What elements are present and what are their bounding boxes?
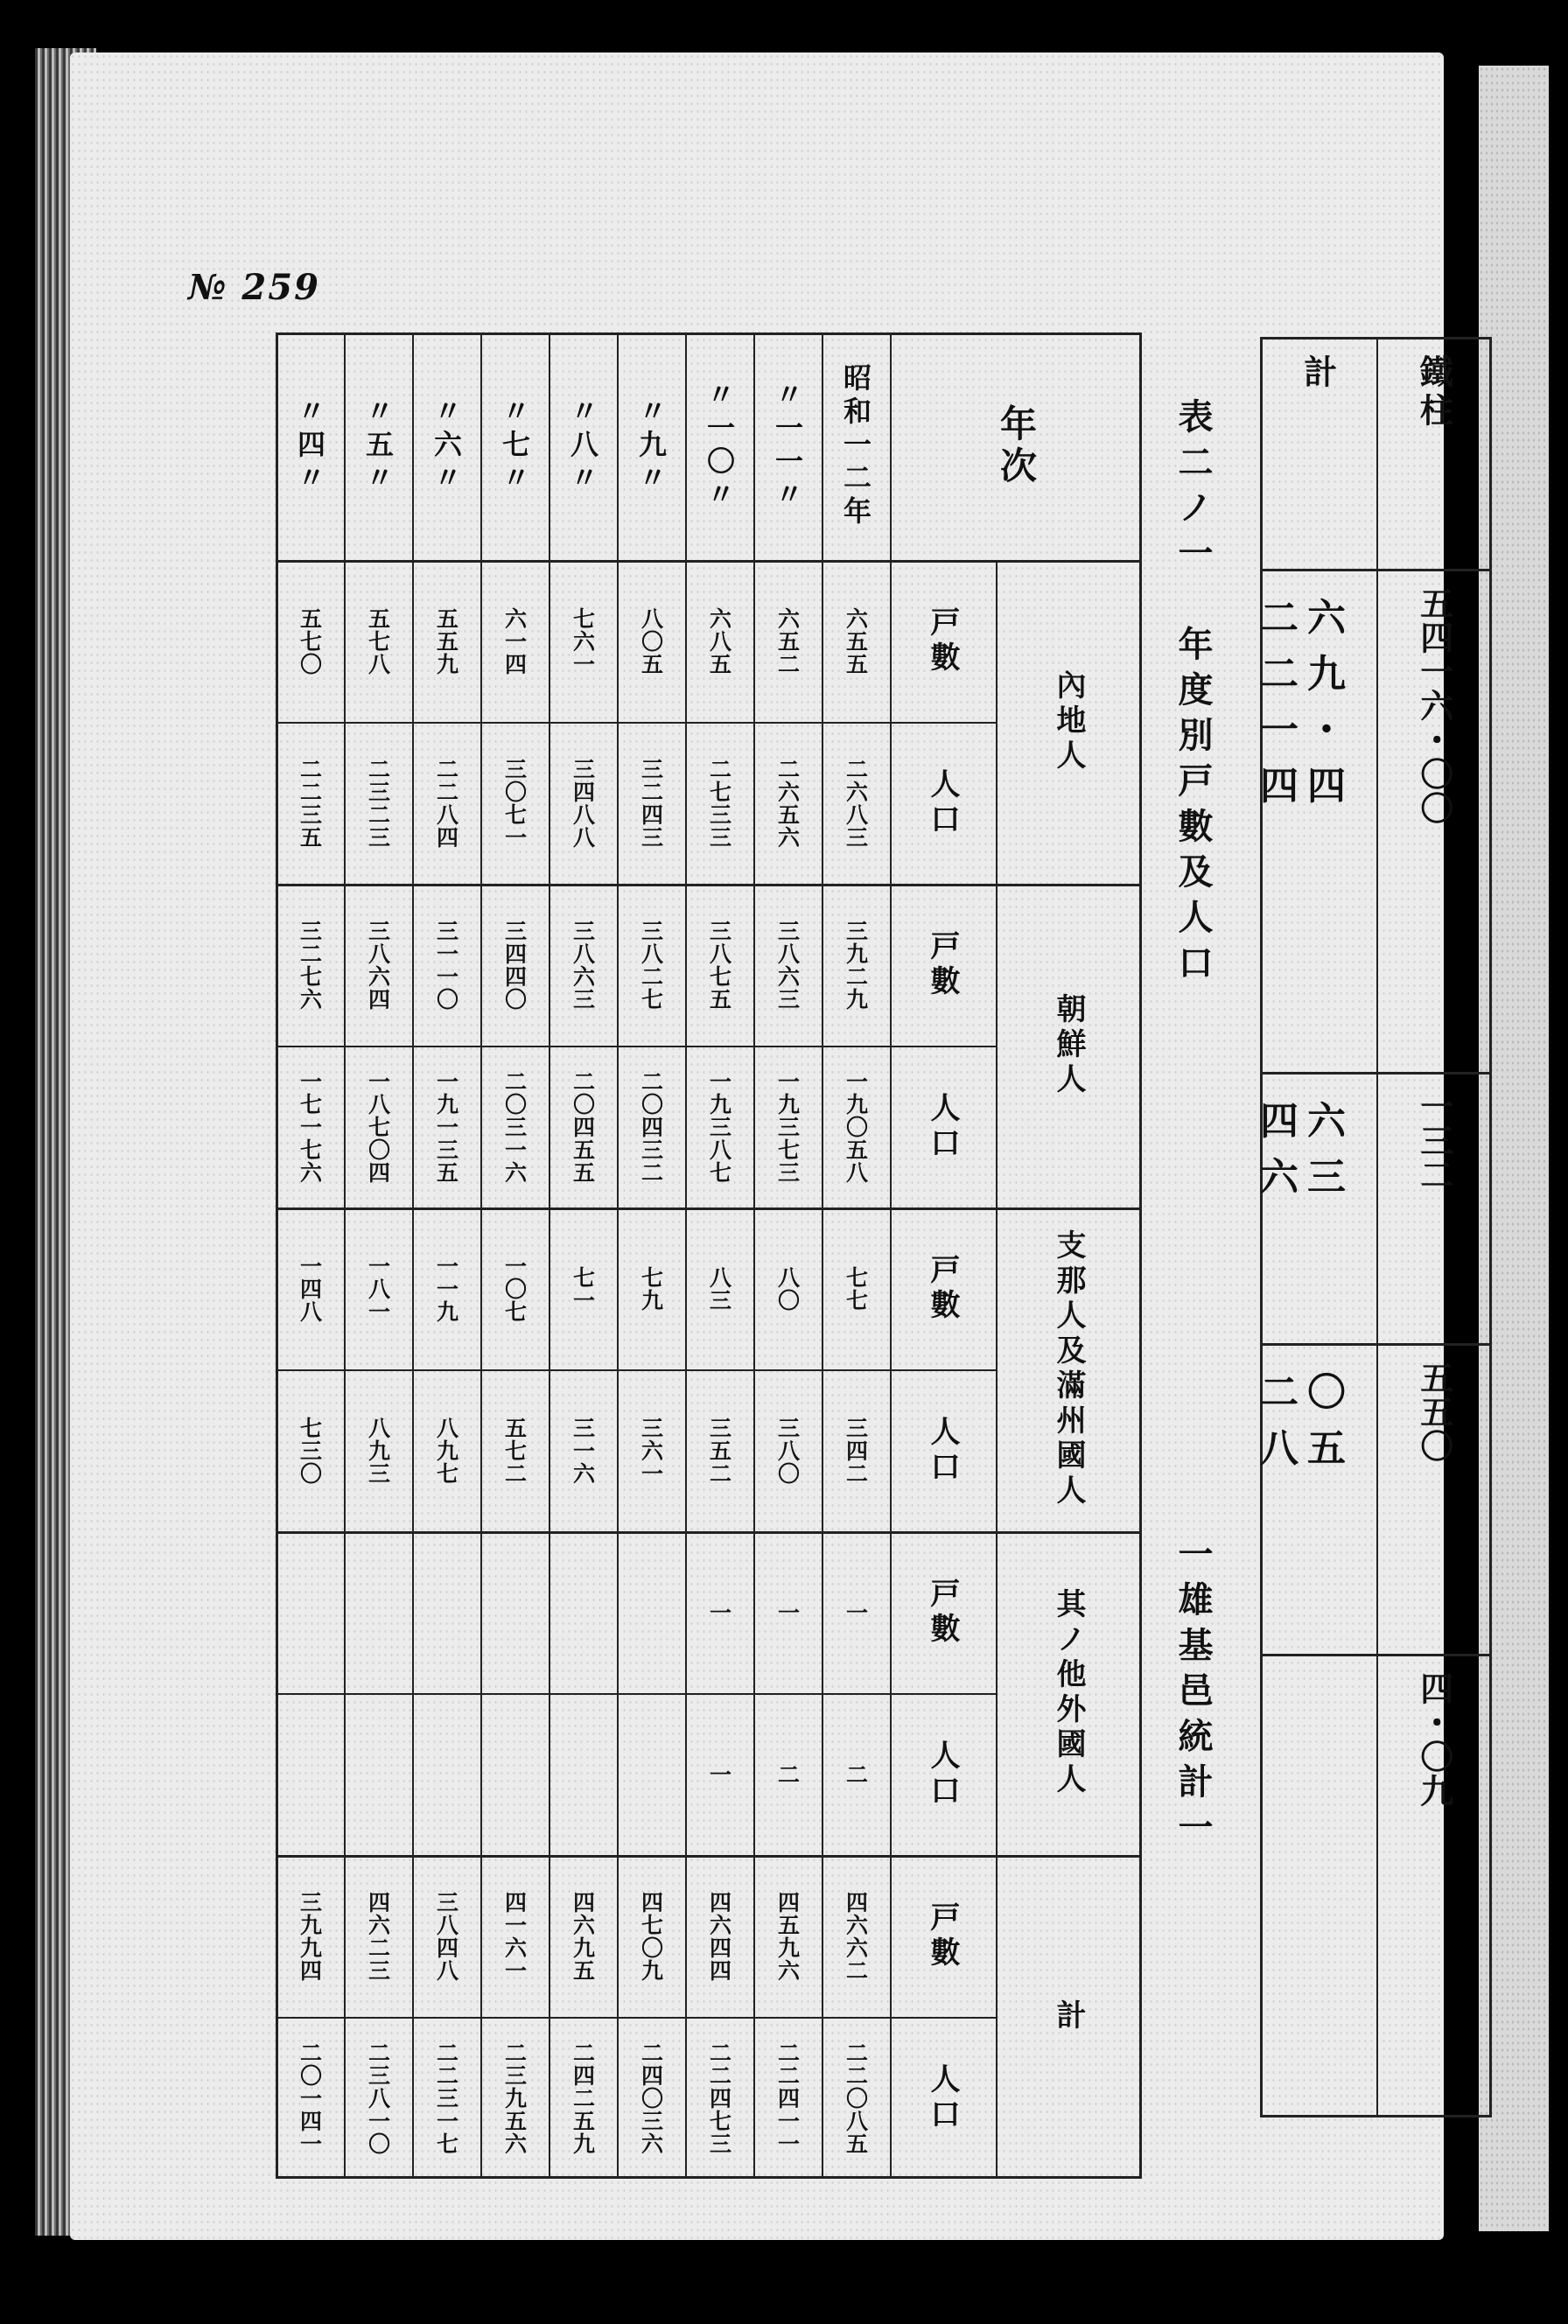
table-value-cell xyxy=(480,1208,549,1369)
table-value-cell xyxy=(617,2017,685,2179)
group-label: 內地人 xyxy=(1050,669,1086,774)
table-value-cell xyxy=(617,1531,685,1693)
table-value-cell xyxy=(822,884,890,1046)
table-value: 二〇四三二 xyxy=(638,1069,664,1184)
year-label-cell xyxy=(685,332,753,560)
table-value: 四五九六 xyxy=(774,1890,801,1982)
table-value: 一七一七六 xyxy=(297,1069,323,1184)
table-value-cell xyxy=(480,2017,549,2179)
table-value-cell xyxy=(412,1693,480,1855)
table-value: 二二四一一 xyxy=(774,2040,801,2155)
summary-value-cell xyxy=(1376,1654,1493,2118)
subheader-label-cell xyxy=(890,1369,996,1531)
table-value-cell xyxy=(685,1855,753,2017)
table-value-cell xyxy=(617,1855,685,2017)
table-value: 一八一 xyxy=(365,1254,391,1323)
summary-value: 五五〇 xyxy=(1414,1361,1454,1463)
table-value-cell xyxy=(276,1369,344,1531)
table-value-cell xyxy=(753,1855,822,2017)
table-value-cell xyxy=(344,2017,412,2179)
table-value: 三〇七一 xyxy=(501,757,528,849)
table-value: 一 xyxy=(843,1600,869,1624)
table-value: 三六一 xyxy=(638,1416,664,1485)
table-value-cell xyxy=(617,560,685,722)
year-label: 〃四〃 xyxy=(293,396,326,496)
table-value-cell xyxy=(617,1369,685,1531)
page-number: № 259 xyxy=(188,267,320,308)
table-value: 一四八 xyxy=(297,1254,323,1323)
summary-value-cell xyxy=(1260,1072,1376,1343)
table-value-cell xyxy=(822,560,890,722)
table-value-cell xyxy=(753,1208,822,1369)
summary-value: 四・〇九 xyxy=(1414,1671,1454,1808)
table-value-cell xyxy=(753,884,822,1046)
table-value: 三四二 xyxy=(843,1416,869,1485)
year-label-cell xyxy=(549,332,617,560)
table-value-cell xyxy=(412,1855,480,2017)
table-value: 八九三 xyxy=(365,1416,391,1485)
year-label: 〃九〃 xyxy=(634,396,668,496)
table-value: 五七八 xyxy=(365,606,391,676)
table-value: 三九二九 xyxy=(843,919,869,1011)
year-label-cell xyxy=(480,332,549,560)
table-value-cell xyxy=(276,884,344,1046)
table-value: 一九〇五八 xyxy=(843,1069,869,1184)
table-value: 二二八四 xyxy=(433,757,459,849)
table-value-cell xyxy=(276,1855,344,2017)
table-value: 六五二 xyxy=(774,606,801,676)
table-value-cell xyxy=(822,722,890,884)
group-label-cell xyxy=(996,1208,1142,1531)
table-value: 三八二七 xyxy=(638,919,664,1011)
table-value: 八〇 xyxy=(774,1265,801,1312)
group-label-cell xyxy=(996,1855,1142,2179)
table-value-cell xyxy=(753,1046,822,1208)
table-value: 七七 xyxy=(843,1265,869,1312)
table-value: 一八七〇四 xyxy=(365,1069,391,1184)
table-value-cell xyxy=(685,1693,753,1855)
table-value-cell xyxy=(344,1046,412,1208)
table-value-cell xyxy=(685,1208,753,1369)
group-label: 其ノ他外國人 xyxy=(1050,1588,1086,1798)
table-value-cell xyxy=(685,560,753,722)
table-value: 三八四八 xyxy=(433,1890,459,1982)
table-value: 二四〇三六 xyxy=(638,2040,664,2155)
table-value: 二〇一四一 xyxy=(297,2040,323,2155)
subheader-label: 戸數 xyxy=(924,606,960,676)
table-value: 三八六三 xyxy=(570,919,596,1011)
table-value-cell xyxy=(480,560,549,722)
table-value-cell xyxy=(617,1693,685,1855)
table-value-cell xyxy=(822,1369,890,1531)
year-label: 〃六〃 xyxy=(430,396,463,496)
table-value-cell xyxy=(822,1693,890,1855)
subheader-label-cell xyxy=(890,560,996,722)
table-value-cell xyxy=(412,1369,480,1531)
table-value-cell xyxy=(412,2017,480,2179)
summary-value-cell xyxy=(1376,1343,1493,1654)
year-label: 〃八〃 xyxy=(566,396,599,496)
table-value-cell xyxy=(549,1531,617,1693)
table-value: 四六二三 xyxy=(365,1890,391,1982)
table-value-cell xyxy=(685,1531,753,1693)
year-label-cell xyxy=(276,332,344,560)
year-label: 〃一〇〃 xyxy=(703,380,736,513)
data-table xyxy=(276,332,1142,2179)
subheader-label: 戸數 xyxy=(924,1253,960,1324)
summary-header-label-cell xyxy=(1260,337,1376,569)
table-value: 二二四七三 xyxy=(706,2040,732,2155)
table-value: 五七二 xyxy=(501,1416,528,1485)
table-value: 二六五六 xyxy=(774,757,801,849)
table-value: 七六一 xyxy=(570,606,596,676)
year-label-cell xyxy=(344,332,412,560)
table-value: 三八六三 xyxy=(774,919,801,1011)
table-value-cell xyxy=(753,2017,822,2179)
table-value: 二二〇八五 xyxy=(843,2040,869,2155)
subheader-label: 戸數 xyxy=(924,929,960,1000)
table-value: 一 xyxy=(706,1762,732,1786)
subheader-label-cell xyxy=(890,722,996,884)
table-value: 二四二五九 xyxy=(570,2040,596,2155)
table-value: 三二七六 xyxy=(297,919,323,1011)
table-value-cell xyxy=(685,1046,753,1208)
subheader-label: 人口 xyxy=(924,767,960,838)
summary-value-cell xyxy=(1260,569,1376,1072)
table-value: 二二三五 xyxy=(297,757,323,849)
summary-value: 四六六三 xyxy=(1260,1099,1354,1200)
table-value-cell xyxy=(344,1855,412,2017)
table-value-cell xyxy=(822,2017,890,2179)
year-label-cell xyxy=(753,332,822,560)
table-value-cell xyxy=(276,1693,344,1855)
subheader-label: 戸數 xyxy=(924,1900,960,1971)
table-value-cell xyxy=(753,560,822,722)
group-label-cell xyxy=(996,884,1142,1208)
table-value-cell xyxy=(822,1531,890,1693)
subheader-label: 人口 xyxy=(924,2062,960,2133)
table-value-cell xyxy=(276,1208,344,1369)
summary-header-label-cell xyxy=(1376,337,1493,569)
table-value-cell xyxy=(480,1531,549,1693)
table-value-cell xyxy=(549,1693,617,1855)
summary-value-cell xyxy=(1376,569,1493,1072)
table-value: 二三二三 xyxy=(365,757,391,849)
summary-value-cell xyxy=(1260,1343,1376,1654)
source-note: 一雄基邑統計一 xyxy=(1172,1536,1214,1854)
table-value: 二〇三一六 xyxy=(501,1069,528,1184)
table-value-cell xyxy=(685,722,753,884)
table-value: 三二四三 xyxy=(638,757,664,849)
year-label: 〃一一〃 xyxy=(771,380,804,513)
table-value-cell xyxy=(685,1369,753,1531)
table-value: 六八五 xyxy=(706,606,732,676)
subheader-label: 戸數 xyxy=(924,1577,960,1648)
table-value: 一九三八七 xyxy=(706,1069,732,1184)
table-value-cell xyxy=(822,1208,890,1369)
table-value-cell xyxy=(344,1693,412,1855)
table-value: 三八六四 xyxy=(365,919,391,1011)
year-label: 〃七〃 xyxy=(498,396,531,496)
table-value-cell xyxy=(753,1531,822,1693)
year-label: 〃五〃 xyxy=(361,396,395,496)
summary-value-cell xyxy=(1260,1654,1376,2118)
table-value: 三八〇 xyxy=(774,1416,801,1485)
table-value-cell xyxy=(822,1855,890,2017)
table-value: 八九七 xyxy=(433,1416,459,1485)
subheader-label: 人口 xyxy=(924,1091,960,1162)
table-value: 三一一〇 xyxy=(433,919,459,1011)
table-value: 二二三一七 xyxy=(433,2040,459,2155)
table-value: 七一 xyxy=(570,1265,596,1312)
subheader-label-cell xyxy=(890,1531,996,1693)
table-value-cell xyxy=(549,1369,617,1531)
table-value: 一 xyxy=(706,1600,732,1624)
table-value: 一 xyxy=(774,1600,801,1624)
table-value: 一一九 xyxy=(433,1254,459,1323)
table-value: 三四四〇 xyxy=(501,919,528,1011)
table-value: 三五二 xyxy=(706,1416,732,1485)
table-value: 七九 xyxy=(638,1265,664,1312)
table-value-cell xyxy=(549,1046,617,1208)
table-value-cell xyxy=(685,884,753,1046)
subheader-label-cell xyxy=(890,2017,996,2179)
table-value-cell xyxy=(549,884,617,1046)
table-value-cell xyxy=(344,560,412,722)
summary-value-cell xyxy=(1376,1072,1493,1343)
summary-header-label: 鐵柱 xyxy=(1414,354,1454,431)
subheader-label-cell xyxy=(890,884,996,1046)
group-label: 支那人及滿州國人 xyxy=(1050,1229,1086,1509)
table-value: 一九三七三 xyxy=(774,1069,801,1184)
table-value-cell xyxy=(344,1369,412,1531)
table-value-cell xyxy=(617,1046,685,1208)
table-value: 六一四 xyxy=(501,606,528,676)
table-value-cell xyxy=(344,722,412,884)
table-value-cell xyxy=(617,722,685,884)
table-value-cell xyxy=(412,560,480,722)
table-value: 八三 xyxy=(706,1265,732,1312)
subheader-label-cell xyxy=(890,1855,996,2017)
summary-value: 一三二 xyxy=(1414,1089,1454,1192)
year-label-cell xyxy=(617,332,685,560)
table-value-cell xyxy=(753,722,822,884)
group-label-cell xyxy=(996,560,1142,884)
subheader-label: 人口 xyxy=(924,1415,960,1486)
summary-value: 二〇八五 xyxy=(1260,1370,1354,1471)
table-value: 六五五 xyxy=(843,606,869,676)
table-value-cell xyxy=(685,2017,753,2179)
table-value-cell xyxy=(549,560,617,722)
subheader-label-cell xyxy=(890,1693,996,1855)
table-value-cell xyxy=(480,722,549,884)
table-value: 八〇五 xyxy=(638,606,664,676)
group-label: 計 xyxy=(1050,1999,1086,2034)
table-value-cell xyxy=(344,884,412,1046)
table-value-cell xyxy=(412,884,480,1046)
table-value-cell xyxy=(480,1855,549,2017)
year-label-cell xyxy=(822,332,890,560)
table-value: 二六八三 xyxy=(843,757,869,849)
table-value: 三一六 xyxy=(570,1416,596,1485)
table-value: 四六四四 xyxy=(706,1890,732,1982)
table-value-cell xyxy=(276,1531,344,1693)
table-value-cell xyxy=(276,560,344,722)
group-label: 朝鮮人 xyxy=(1050,993,1086,1098)
year-header: 年次 xyxy=(995,404,1038,488)
table-value: 三九九四 xyxy=(297,1890,323,1982)
table-value-cell xyxy=(480,1369,549,1531)
table-value-cell xyxy=(480,884,549,1046)
table-value: 二七三三 xyxy=(706,757,732,849)
table-value: 四六九五 xyxy=(570,1890,596,1982)
subheader-label: 人口 xyxy=(924,1739,960,1810)
table-title: 表二ノ一 年度別戸數及人口 xyxy=(1172,398,1214,990)
table-value: 三四八八 xyxy=(570,757,596,849)
table-value-cell xyxy=(480,1046,549,1208)
table-value-cell xyxy=(549,722,617,884)
table-value-cell xyxy=(753,1369,822,1531)
table-value-cell xyxy=(276,722,344,884)
summary-table xyxy=(1260,337,1492,2118)
group-label-cell xyxy=(996,1531,1142,1855)
table-value: 三八七五 xyxy=(706,919,732,1011)
table-value: 一九一三五 xyxy=(433,1069,459,1184)
table-value-cell xyxy=(617,1208,685,1369)
table-value-cell xyxy=(412,1208,480,1369)
subheader-label-cell xyxy=(890,1046,996,1208)
table-value-cell xyxy=(822,1046,890,1208)
table-value-cell xyxy=(412,1046,480,1208)
table-value-cell xyxy=(344,1208,412,1369)
table-value: 四六六二 xyxy=(843,1890,869,1982)
table-value: 二三八一〇 xyxy=(365,2040,391,2155)
table-value: 四七〇九 xyxy=(638,1890,664,1982)
table-value: 一〇七 xyxy=(501,1254,528,1323)
summary-value: 五四一六・〇〇 xyxy=(1414,586,1454,825)
table-value: 二三九五六 xyxy=(501,2040,528,2155)
table-value-cell xyxy=(276,2017,344,2179)
subheader-label-cell xyxy=(890,1208,996,1369)
summary-header-label: 計 xyxy=(1298,354,1338,393)
table-value: 五五九 xyxy=(433,606,459,676)
table-value: 二〇四五五 xyxy=(570,1069,596,1184)
table-value-cell xyxy=(617,884,685,1046)
table-value: 五七〇 xyxy=(297,606,323,676)
table-value: 七三〇 xyxy=(297,1416,323,1485)
table-value-cell xyxy=(549,2017,617,2179)
year-header-cell xyxy=(890,332,1142,560)
year-label: 昭和一二年 xyxy=(839,363,872,529)
table-value-cell xyxy=(753,1693,822,1855)
table-value-cell xyxy=(412,1531,480,1693)
table-value-cell xyxy=(276,1046,344,1208)
table-value-cell xyxy=(549,1208,617,1369)
table-value: 二 xyxy=(843,1762,869,1786)
table-value: 二 xyxy=(774,1762,801,1786)
document-page xyxy=(70,52,1454,2240)
table-value: 四一六一 xyxy=(501,1890,528,1982)
table-value-cell xyxy=(549,1855,617,2017)
table-value-cell xyxy=(480,1693,549,1855)
table-value-cell xyxy=(344,1531,412,1693)
year-label-cell xyxy=(412,332,480,560)
table-value-cell xyxy=(412,722,480,884)
summary-value: 二六二九一・四四 xyxy=(1260,596,1354,808)
